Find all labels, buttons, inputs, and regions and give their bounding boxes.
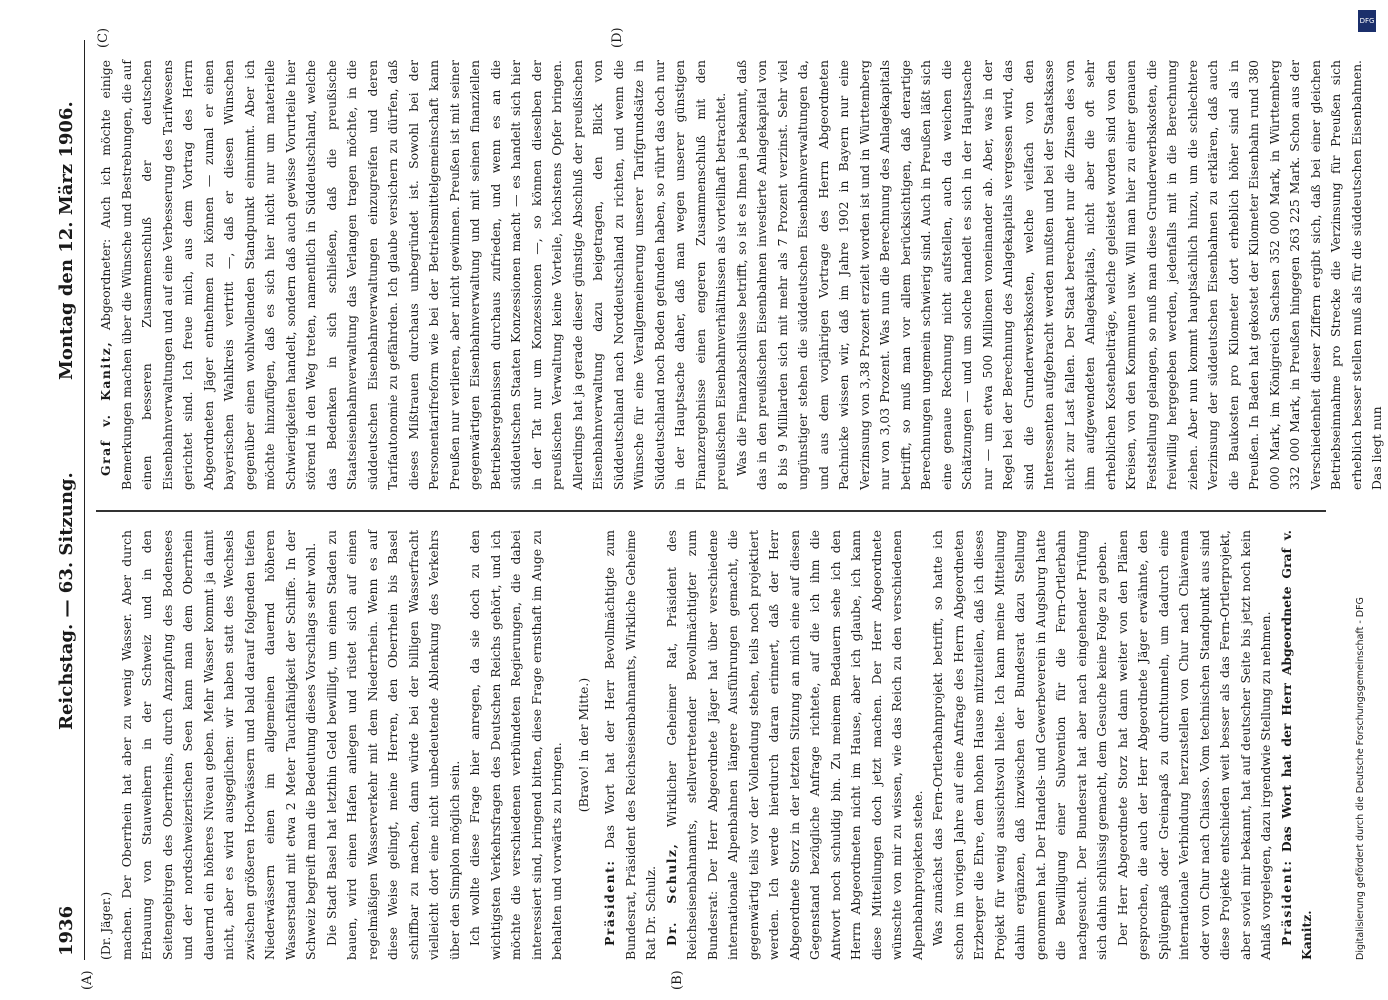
speaker-label: Graf v. Kanitz,: [98, 340, 113, 476]
speaker-reference: (Dr. Jäger.): [98, 891, 113, 960]
speaker-paragraph: [662, 530, 929, 960]
speaker-label: Dr. Schulz,: [663, 842, 679, 946]
paragraph: Was die Finanzabschlüsse betrifft, so ist es Ihnen ja bekannt, daß das in den preußischen Eisenbahnen investierte Anlagekapital von 8 bis 9 Milliarden sich mit mehr als 7 Prozent verzinst. Sehr viel ungünstiger stehen die süddeutschen Eisenbahnverwaltungen da, und aus dem vorjährigen Vortrage des Herrn Abgeordneten Pachnicke wissen wir, daß im Jahre 1902 in Bayern nur eine Verzinsung von 3,38 Prozent erzielt worden ist und in Württemberg nur von 3,03 Prozent. Was nun die Berechnung des Anlagekapitals betrifft, so muß man vor allem berücksichtigen, daß derartige Berechnungen ungemein schwierig sind. Auch in Preußen läßt sich eine genaue Rechnung nicht aufstellen, auch da weichen die Schätzungen — und um solche handelt es sich in der Hauptsache nur — um etwa 500 Millionen voneinander ab. Aber, was in der Regel bei der Berechnung des Anlagekapitals vergessen wird, das sind die Grunderwerbskosten, welche vielfach von den Interessenten aufgebracht werden mußten und bei der Staatskasse nicht zur Last fallen. Der Staat berechnet nur die Zinsen des von ihm aufgewendeten Anlagekapitals, nicht aber die oft sehr erheblichen Kostenbeiträge, welche geleistet worden sind von den Kreisen, von den Kommunen usw. Will man hier zu einer genauen Feststellung gelangen, so muß man diese Grunderwerbskosten, die freiwillig hergegeben werden, jedenfalls mit in die Berechnung ziehen. Aber nun kommt hauptsächlich hinzu, um die schlechtere Verzinsung der süddeutschen Eisenbahnen zu erklären, daß auch die Baukosten pro Kilometer dort erheblich höher sind als in Preußen. In Baden hat gekostet der Kilometer Eisenbahn rund 380 000 Mark, im Königreich Sachsen 352 000 Mark, in Württemberg 332 000 Mark, in Preußen hingegen 263 225 Mark. Schon aus der Verschiedenheit dieser Ziffern ergibt sich, daß bei einer gleichen Betriebseinnahme pro Strecke die Verzinsung für Preußen sich erheblich besser stellen muß als für die süddeutschen Eisenbahnen. Das liegt nun: [733, 60, 1384, 490]
page-header: [50, 40, 85, 960]
applause-note: (Bravo! in der Mitte.): [575, 677, 591, 813]
header-title: Reichstag. — 63. Sitzung.: [56, 472, 77, 730]
digitization-note-text: Digitalisierung gefördert durch die Deutsche Forschungsgemeinschaft - DFG: [1355, 597, 1366, 960]
speaker-paragraph: [96, 60, 732, 490]
paragraph: Ich wollte diese Frage hier anregen, da sie doch zu den wichtigsten Verkehrsfragen des Deutschen Reichs gehört, und ich möchte die verschiedenen verbündeten Regierungen, die dabei interessiert sind, bringend bitten, diese Frage ernsthaft im Auge zu behalten und vorwärts zu bringen.: [467, 530, 564, 960]
page-number: 1936: [56, 905, 77, 956]
speaker-paragraph: [1277, 530, 1318, 960]
paragraph-text: Wirklicher Geheimer Rat, Präsident des Reichseisenbahnamts, stellvertretender Bevollmächtigter zum Bundesrat: Der Herr Abgeordnete Jäger hat über verschiedene internationale Alpenbahnen längere Ausführungen gemacht, die gegenwärtig teils vor der Vollendung stehen, teils noch projektiert werden. Ich werde hierdurch daran erinnert, daß der Herr Abgeordnete Storz in der letzten Sitzung an mich eine auf diesen Gegenstand bezügliche Anfrage richtete, auf die ich ihm die Antwort noch schuldig bin. Zu meinem Bedauern sehe ich den Herrn Abgeordneten nicht im Hause, aber ich glaube, ich kann diese Mitteilungen doch jetzt machen. Der Herr Abgeordnete wünschte von mir zu wissen, wie das Reich zu den verschiedenen Alpenbahnprojekten stehe.: [663, 530, 925, 960]
paragraph: machen. Der Oberrhein hat aber zu wenig Wasser. Aber durch Erbauung von Stauweihern in der Schweiz und in den Seitengebirgen des Oberrheins, durch Anzapfung des Bodensees und der nordschweizerischen Seen kann man dem Oberrhein dauernd ein höheres Niveau geben. Mehr Wasser kommt ja damit nicht, aber es wird ausgeglichen: wir haben statt des Wechsels zwischen größeren Hochwässern und bald darauf folgenden tiefen Niederwässern einen im allgemeinen dauernd höheren Wasserstand mit etwa 2 Meter Tauchfähigkeit der Schiffe. In der Schweiz begreift man die Bedeutung dieses Vorschlags sehr wohl.: [118, 530, 318, 960]
margin-marker-c: (C): [96, 27, 111, 48]
speaker-label: Präsident:: [1278, 859, 1294, 946]
speaker-paragraph: [600, 530, 662, 960]
column-divider: [96, 511, 1326, 513]
paragraph-text: Abgeordneter: Auch ich möchte einige Bemerkungen machen über die Wünsche und Bestrebungen, die auf einen besseren Zusammenschluß der deutschen Eisenbahnverwaltungen und auf eine Verbesserung des Tarifwesens gerichtet sind. Ich freue mich, aus dem Vortrag des Herrn Abgeordneten Jäger entnehmen zu können — zumal er einen bayerischen Wahlkreis vertritt —, daß er diesen Wünschen gegenüber einen wohlwollenden Standpunkt einnimmt. Aber ich möchte hinzufügen, daß es sich hier nicht nur um materielle Schwierigkeiten handelt, sondern daß auch gewisse Vorurteile hier störend in den Weg treten, namentlich in Süddeutschland, welche das Bedenken in sich schließen, daß die preußische Staatseisenbahnverwaltung das Verlangen tragen möchte, in die süddeutschen Eisenbahnverwaltungen einzugreifen und deren Tarifautonomie zu gefährden. Ich glaube versichern zu dürfen, daß dieses Mißtrauen durchaus unbegründet ist. Sowohl bei der Personentarifreform wie bei der Betriebsmittelgemeinschaft kann Preußen nur verlieren, aber nicht gewinnen. Preußen ist mit seiner gegenwärtigen Eisenbahnverwaltung und mit seinen finanziellen Betriebsergebnissen durchaus zufrieden, und wenn es an die süddeutschen Staaten Konzessionen macht — es handelt sich hier in der Tat nur um Konzessionen —, so können dieselben der preußischen Verwaltung keine Vorteile, höchstens Opfer bringen. Allerdings hat ja gerade dieser günstige Abschluß der preußischen Eisenbahnverwaltung dazu beigetragen, den Blick von Süddeutschland nach Norddeutschland zu richten, und wenn die Wünsche für eine Verallgemeinerung unserer Tarifgrundsätze in Süddeutschland noch Boden gefunden haben, so rührt das doch nur in der Hauptsache daher, daß man wegen unserer günstigen Finanzergebnisse einen engeren Zusammenschluß mit den preußischen Eisenbahnverhältnissen als vorteilhaft betrachtet.: [98, 60, 728, 490]
paragraph-text: Das Wort hat der Herr Bevollmächtigte zum Bundesrat, Präsident des Reichseisenbahnamts, Wirkliche Geheime Rat Dr. Schulz.: [602, 530, 658, 960]
header-date: Montag den 12. März 1906.: [56, 101, 77, 380]
right-column: [96, 60, 1384, 490]
paragraph: Was zunächst das Fern-Ortlerbahnprojekt betrifft, so hatte ich schon im vorigen Jahre auf eine Anfrage des Herrn Abgeordneten Erzberger die Ehre, dem hohen Hause mitzuteilen, daß ich dieses Projekt für wenig aussichtsvoll hielte. Ich kann meine Mitteilung dahin ergänzen, daß inzwischen der Bundesrat dazu Stellung genommen hat. Der Handels- und Gewerbeverein in Augsburg hatte die Bewilligung einer Subvention für die Fern-Ortlerbahn nachgesucht. Der Bundesrat hat aber nach eingehender Prüfung sich dahin schlüssig gemacht, dem Gesuche keine Folge zu geben.: [930, 530, 1109, 960]
speaker-label: Präsident:: [602, 859, 617, 946]
left-column: [96, 530, 1326, 960]
margin-marker-b: (B): [670, 970, 685, 990]
paragraph: Der Herr Abgeordnete Storz hat dann weiter von den Plänen gesprochen, die auch der Herr Abgeordnete Jäger erwähnte, den Splügenpaß oder Greinapaß zu durchtunneln, um dadurch eine internationale Verbindung herzustellen von Chur nach Chiavenna oder von Chur nach Chiasso. Vom technischen Standpunkt aus sind diese Projekte entschieden weit besser als das Fern-Ortlerprojekt, aber soviel mir bekannt, hat auf deutscher Seite bis jetzt noch kein Anlaß vorgelegen, dazu irgendwie Stellung zu nehmen.: [1114, 530, 1273, 960]
margin-marker-a: (A): [80, 970, 95, 990]
dfg-logo: DFG: [1358, 10, 1376, 32]
paragraph: Die Stadt Basel hat letzthin Geld bewilligt, um einen Staden zu bauen, wird einen Hafen anlegen und rüstet sich auf einen regelmäßigen Wasserverkehr mit dem Niederrhein. Wenn es auf diese Weise gelingt, meine Herren, den Oberrhein bis Basel schiffbar zu machen, dann würde bei der billigen Wasserfracht vielleicht dort eine nicht unbedeutende Ablenkung des Verkehrs über den Simplon möglich sein.: [323, 530, 462, 960]
margin-marker-d: (D): [610, 27, 625, 48]
paragraph-text: Das Wort hat der Herr Abgeordnete Graf v. Kanitz.: [1278, 530, 1314, 960]
